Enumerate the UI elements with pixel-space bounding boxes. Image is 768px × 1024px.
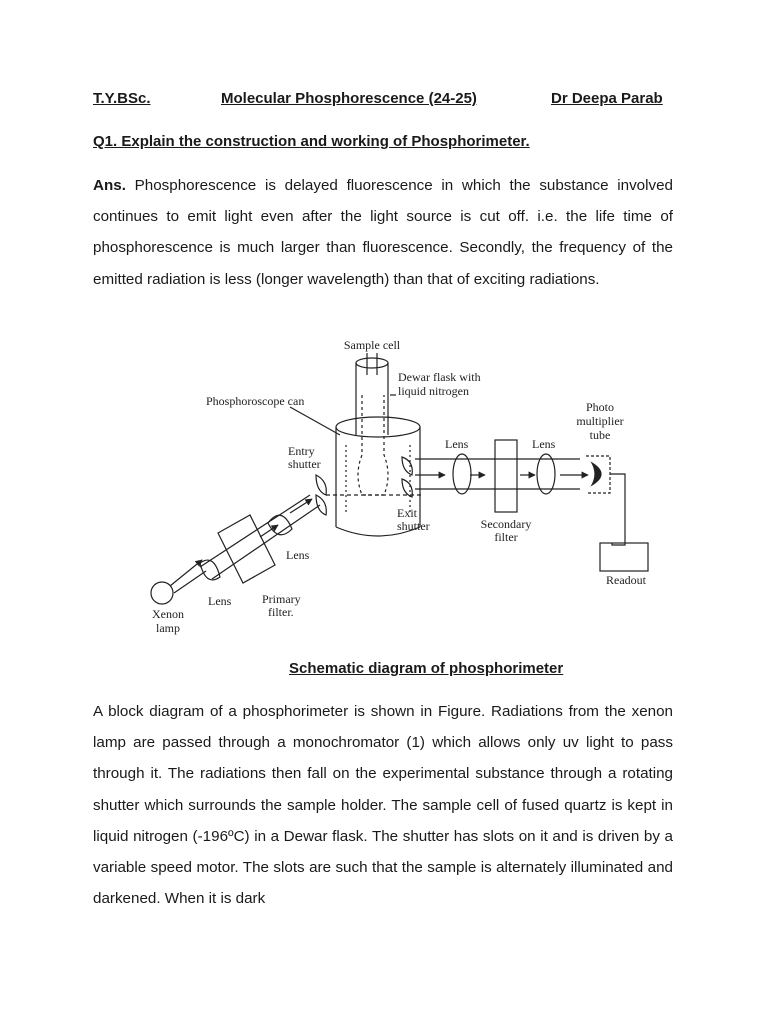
- label-entry-2: shutter: [288, 457, 321, 471]
- readout-box: [600, 543, 648, 571]
- label-pmt-1: Photo: [585, 400, 615, 414]
- label-xenon-2: lamp: [156, 621, 180, 635]
- label-sample-cell: Sample cell: [343, 338, 401, 352]
- pmt-cathode: [592, 463, 601, 485]
- label-lens-mid: Lens: [286, 548, 310, 562]
- secondary-filter-shape: [495, 440, 517, 512]
- primary-filter-shape: [218, 515, 275, 583]
- question-heading: Q1. Explain the construction and working of Phosphorimeter.: [93, 133, 530, 150]
- entry-shutter-lower: [316, 495, 326, 515]
- pmt-wire: [610, 474, 625, 545]
- entry-shutter-upper: [316, 475, 326, 495]
- phosphorimeter-diagram: [140, 335, 660, 645]
- beam-lamp-2: [174, 571, 206, 593]
- lens-4-shape: [537, 454, 555, 494]
- beam-lamp: [170, 560, 202, 586]
- label-dewar-2: liquid nitrogen: [398, 384, 469, 398]
- figure-caption: Schematic diagram of phosphorimeter: [289, 660, 564, 677]
- can-leader: [290, 407, 340, 435]
- xenon-lamp-shape: [151, 582, 173, 604]
- can-top: [336, 417, 420, 437]
- label-phosphoroscope-can: Phosphoroscope can: [206, 394, 305, 408]
- label-pmt-3: tube: [589, 428, 611, 442]
- label-dewar-1: Dewar flask with: [398, 370, 481, 384]
- label-xenon-1: Xenon: [152, 607, 184, 621]
- answer-text: Phosphorescence is delayed fluorescence in which the substance involved continues to emit light even after the light source is cut off. i.e. the life time of phosphorescence is much larger than fluorescence. Secondly, the frequency of the emitted radiation is less (longer wavelength) than that of exciting radiations.: [93, 177, 673, 288]
- header-topic: Molecular Phosphorescence (24-25): [221, 90, 477, 107]
- label-entry-1: Entry: [288, 444, 315, 458]
- beam-lower: [212, 505, 320, 579]
- label-primary-2: filter.: [268, 605, 294, 619]
- body-paragraph: A block diagram of a phosphorimeter is shown in Figure. Radiations from the xenon lamp are passed through a monochromator (1) which allows only uv light to pass through it. The radiations then fall on the experimental substance through a rotating shutter which surrounds the sample holder. The sample cell of fused quartz is kept in liquid nitrogen (-196ºC) in a Dewar flask. The shutter has slots on it and is driven by a variable speed motor. The slots are such that the sample is alternately illuminated and darkened. When it is dark: [93, 703, 673, 908]
- answer-paragraph: [93, 170, 673, 295]
- label-pmt-2: multiplier: [576, 414, 624, 428]
- header-course: T.Y.BSc.: [93, 90, 151, 107]
- exit-shutter-lower: [402, 479, 412, 497]
- label-primary-1: Primary: [262, 592, 301, 606]
- answer-lead: Ans.: [93, 177, 126, 194]
- label-secondary-2: filter: [494, 530, 518, 544]
- header-author: Dr Deepa Parab: [551, 90, 663, 107]
- label-lens-left: Lens: [445, 437, 469, 451]
- label-exit-2: shutter: [397, 519, 430, 533]
- label-lens-bottom: Lens: [208, 594, 232, 608]
- label-lens-right: Lens: [532, 437, 556, 451]
- can-slots-dashed: [346, 445, 410, 515]
- sample-cell-top: [356, 358, 388, 368]
- lens-1-shape: [200, 560, 220, 580]
- lens-3-shape: [453, 454, 471, 494]
- label-secondary-1: Secondary: [480, 517, 532, 531]
- dewar-inner-dashed: [358, 395, 388, 495]
- label-readout: Readout: [606, 573, 646, 587]
- exit-shutter-upper: [402, 457, 412, 475]
- label-exit-1: Exit: [397, 506, 417, 520]
